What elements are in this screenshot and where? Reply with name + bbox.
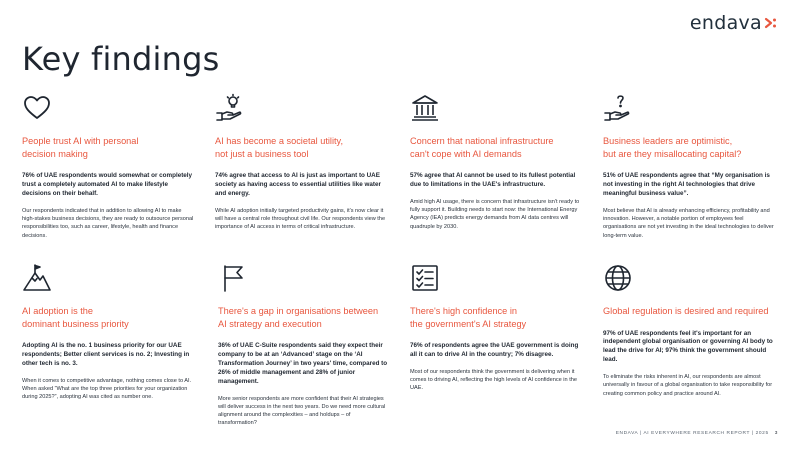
- card-body: Most believe that AI is already enhancing efficiency, profitability and innovation. However, a notable portion of employees feel organisations are not yet investing in the ideal technologies to deliver long-term value.: [603, 207, 774, 239]
- card-stat: Adopting AI is the no. 1 business priority for our UAE respondents; Better client services is no. 2; Investing in other tech is no. 3.: [22, 342, 190, 367]
- page-number: 3: [774, 431, 778, 436]
- finding-card-global-regulation: [603, 263, 779, 398]
- card-stat: 76% of UAE respondents would somewhat or completely trust a completely automated AI to make lifestyle decisions on their behalf.: [22, 172, 193, 197]
- heart-icon: [22, 93, 52, 123]
- card-stat: 51% of UAE respondents agree that “My organisation is not investing in the right AI technologies that drive meaningful business value”.: [603, 172, 770, 197]
- card-body: Amid high AI usage, there is concern that infrastructure isn't ready to fully support it. Building needs to start now: the International Energy Agency (IEA) predicts energy demands from AI data centres will quadruple by 2030.: [410, 198, 580, 230]
- finding-card-societal-utility: [215, 93, 387, 232]
- footer-text: ENDAVA | AI EVERYWHERE RESEARCH REPORT | 2025: [615, 431, 769, 436]
- logo-wordmark: endava: [689, 12, 762, 34]
- card-body: Our respondents indicated that in addition to allowing AI to make high-stakes business decisions, they are ready to outsource personal responsibilities too, such as career, lifestyle, health and finance decisions.: [22, 207, 194, 239]
- finding-card-infrastructure: [410, 93, 582, 231]
- bank-building-icon: [410, 93, 440, 123]
- flag-icon: [218, 263, 248, 293]
- globe-icon: [603, 263, 633, 293]
- hand-question-icon: [603, 93, 633, 123]
- card-stat: 76% of respondents agree the UAE government is doing all it can to drive AI in the country; 7% disagree.: [410, 342, 579, 358]
- card-body: While AI adoption initially targeted productivity gains, it's now clear it will have a central role throughout civil life. Our respondents view the importance of AI access in terms of critical infrastructure.: [215, 207, 386, 231]
- endava-logo: [690, 12, 778, 34]
- card-body: When it comes to competitive advantage, nothing comes close to AI. When asked “What are the top three priorities for your organization during 2025?”, adopting AI was cited as number one.: [22, 377, 192, 401]
- card-headline: Global regulation is desired and required: [603, 306, 769, 316]
- card-stat: 74% agree that access to AI is just as important to UAE society as having access to essential utilities like water and energy.: [215, 172, 381, 197]
- card-headline: Business leaders are optimistic, but are they misallocating capital?: [603, 136, 742, 159]
- finding-card-government-confidence: [410, 263, 582, 393]
- finding-card-ai-adoption: [22, 263, 194, 402]
- page-footer: [616, 431, 778, 436]
- page-title: Key findings: [22, 40, 220, 78]
- card-stat: 97% of UAE respondents feel it's important for an independent global organisation or governing AI body to lead the drive for AI; 97% think the government should lead.: [603, 329, 773, 364]
- finding-card-personal-decisions: [22, 93, 194, 240]
- mountain-flag-icon: [22, 263, 52, 293]
- checklist-icon: [410, 263, 440, 293]
- card-headline: AI has become a societal utility, not just a business tool: [215, 136, 344, 159]
- card-headline: Concern that national infrastructure can't cope with AI demands: [410, 136, 554, 159]
- card-stat: 36% of UAE C-Suite respondents said they expect their company to be at an ‘Advanced’ stage on the ‘AI Transformation Journey’ in two years' time, compared to 26% of middle management and 28% of junior management.: [218, 342, 388, 385]
- card-headline: There's high confidence in the government's AI strategy: [410, 306, 527, 329]
- card-headline: People trust AI with personal decision making: [22, 136, 139, 159]
- hand-with-bulb-icon: [215, 93, 245, 123]
- card-body: To eliminate the risks inherent in AI, our respondents are almost universally in favour of a global organisation to take responsibility for creating common policy and practice around AI.: [603, 374, 773, 397]
- card-stat: 57% agree that AI cannot be used to its fullest potential due to limitations in the UAE's infrastructure.: [410, 172, 576, 188]
- logo-mark-icon: [764, 16, 778, 30]
- card-body: Most of our respondents think the government is delivering when it comes to driving AI, reflecting the high levels of AI confidence in the UAE.: [410, 368, 577, 392]
- finding-card-strategy-gap: [218, 263, 390, 428]
- card-headline: AI adoption is the dominant business priority: [22, 306, 129, 329]
- card-body: More senior respondents are more confident that their AI strategies will deliver success in the next two years. Do we need more cultural alignment around the complexities – and holdups – of transformation?: [218, 395, 386, 427]
- card-headline: There's a gap in organisations between AI strategy and execution: [218, 306, 379, 329]
- finding-card-business-leaders: [603, 93, 775, 240]
